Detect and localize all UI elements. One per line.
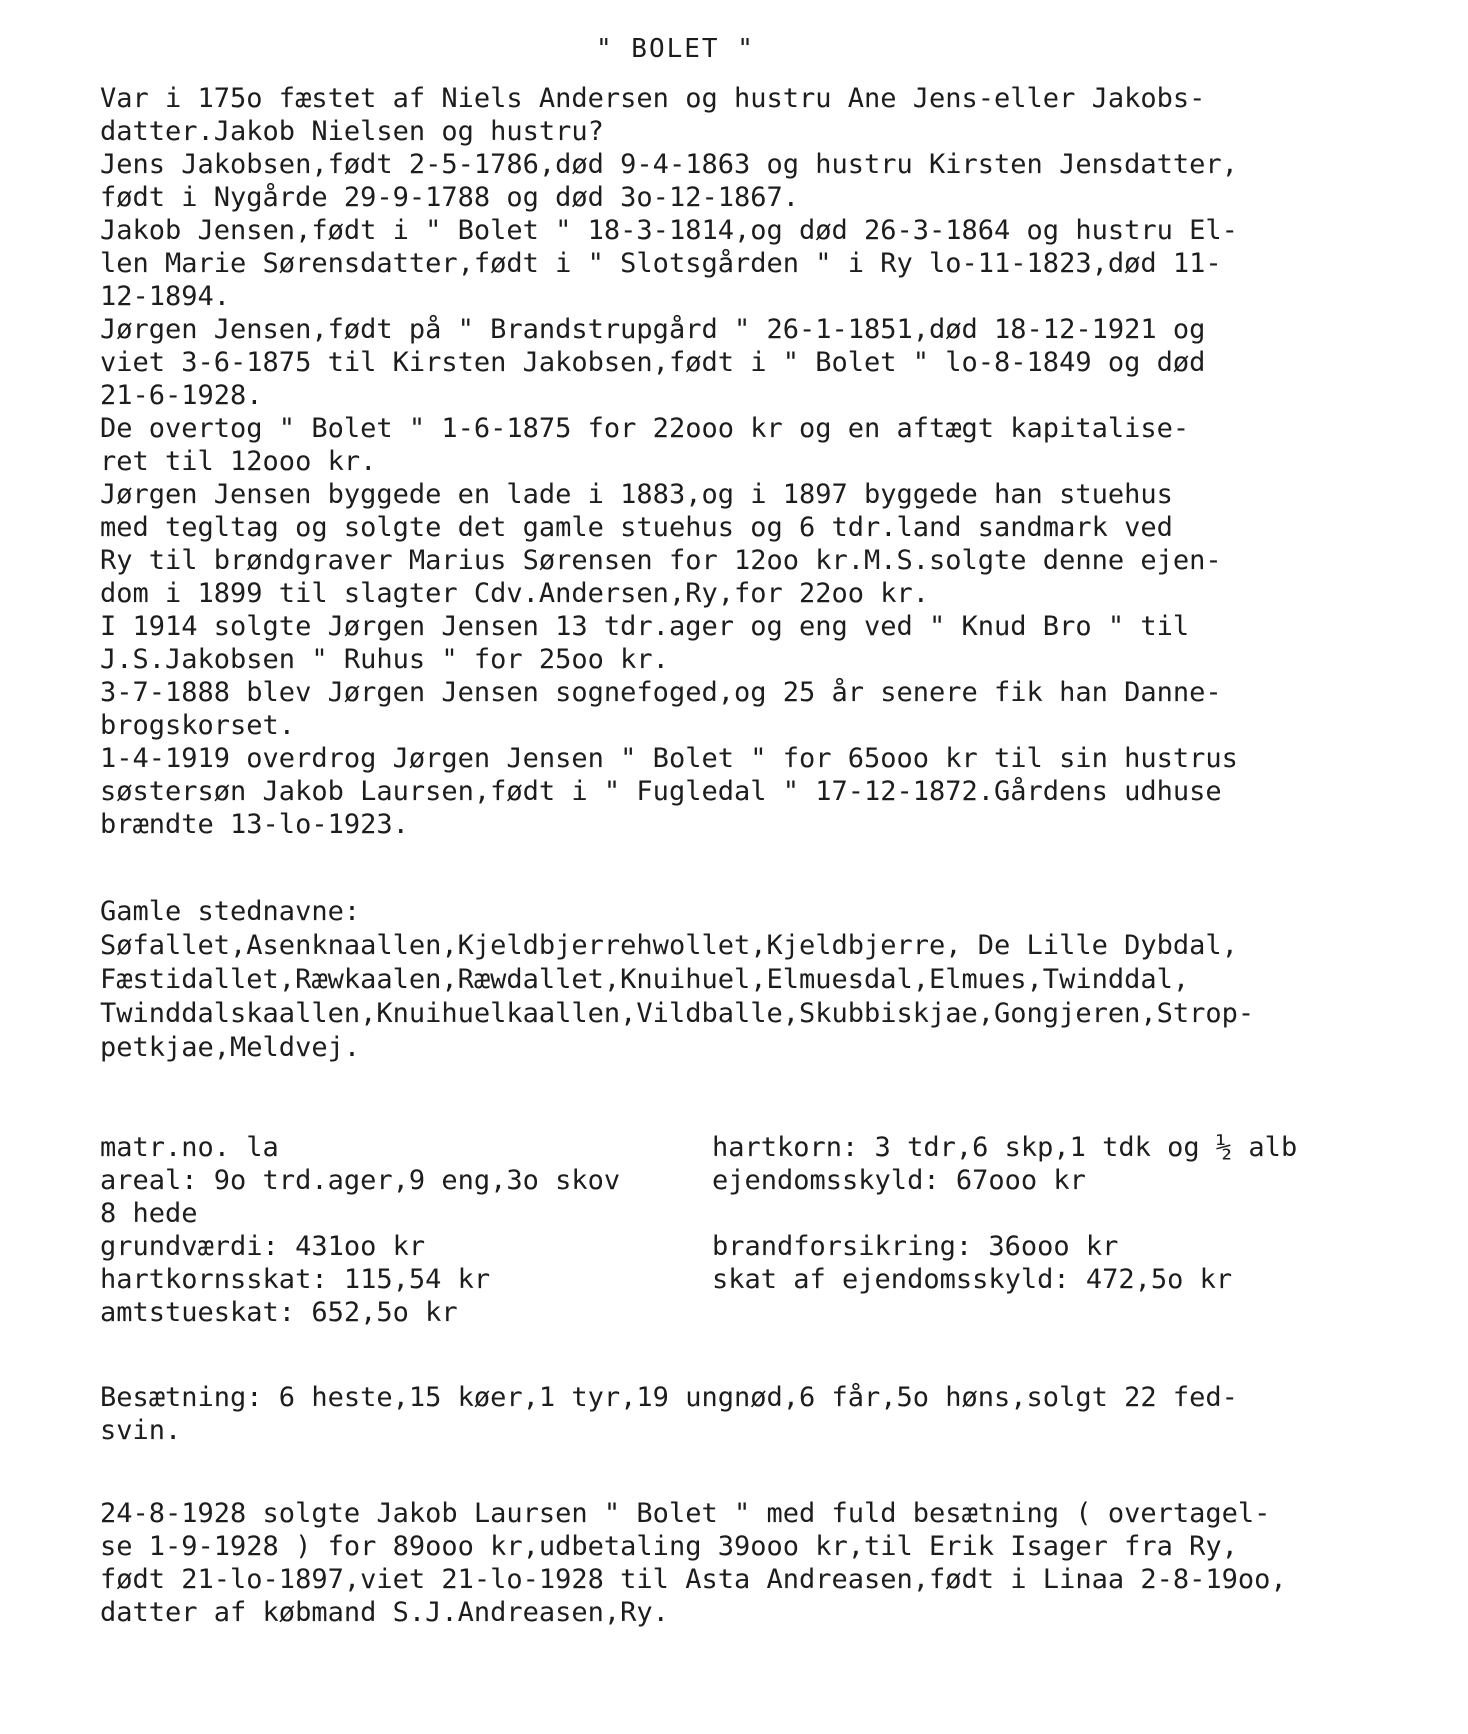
property-areal: areal: 9o trd.ager,9 eng,3o skov <box>100 1165 621 1196</box>
property-grundvaerdi: grundværdi: 431oo kr <box>100 1231 426 1262</box>
history-line: J.S.Jakobsen " Ruhus " for 25oo kr. <box>100 644 669 675</box>
sale-line: se 1-9-1928 ) for 89ooo kr,udbetaling 39ooo kr,til Erik Isager fra Ry, <box>100 1531 1238 1562</box>
history-line: 1-4-1919 overdrog Jørgen Jensen " Bolet " for 65ooo kr til sin hustrus <box>100 743 1238 774</box>
history-line: Jørgen Jensen byggede en lade i 1883,og i 1897 byggede han stuehus <box>100 479 1173 510</box>
property-brandforsikring: brandforsikring: 36ooo kr <box>712 1231 1119 1262</box>
livestock-line: svin. <box>100 1415 182 1446</box>
history-line: datter.Jakob Nielsen og hustru? <box>100 116 604 147</box>
property-skat-ejendomsskyld: skat af ejendomsskyld: 472,5o kr <box>712 1264 1233 1295</box>
history-line: 21-6-1928. <box>100 380 263 411</box>
document-title: " BOLET " <box>596 34 755 64</box>
sale-line: født 21-lo-1897,viet 21-lo-1928 til Asta Andreasen,født i Linaa 2-8-19oo, <box>100 1564 1287 1595</box>
property-amtstueskat: amtstueskat: 652,5o kr <box>100 1297 458 1328</box>
history-line: født i Nygårde 29-9-1788 og død 3o-12-1867. <box>100 182 799 213</box>
history-line: I 1914 solgte Jørgen Jensen 13 tdr.ager og eng ved " Knud Bro " til <box>100 611 1190 642</box>
history-line: Jakob Jensen,født i " Bolet " 18-3-1814,og død 26-3-1864 og hustru El- <box>100 215 1238 246</box>
sale-line: 24-8-1928 solgte Jakob Laursen " Bolet " med fuld besætning ( overtagel- <box>100 1498 1271 1529</box>
history-line: med tegltag og solgte det gamle stuehus og 6 tdr.land sandmark ved <box>100 512 1173 543</box>
history-line: søstersøn Jakob Laursen,født i " Fugledal " 17-12-1872.Gårdens udhuse <box>100 776 1222 807</box>
history-line: 3-7-1888 blev Jørgen Jensen sognefoged,og 25 år senere fik han Danne- <box>100 677 1222 708</box>
history-line: viet 3-6-1875 til Kirsten Jakobsen,født i " Bolet " lo-8-1849 og død <box>100 347 1206 378</box>
place-names-line: Twinddalskaallen,Knuihuelkaallen,Vildballe,Skubbiskjae,Gongjeren,Strop- <box>100 998 1255 1029</box>
history-line: ret til 12ooo kr. <box>100 446 377 477</box>
property-hartkorn: hartkorn: 3 tdr,6 skp,1 tdk og ½ alb <box>712 1132 1298 1163</box>
property-ejendomsskyld: ejendomsskyld: 67ooo kr <box>712 1165 1086 1196</box>
place-names-line: petkjae,Meldvej. <box>100 1032 361 1063</box>
history-line: 12-1894. <box>100 281 231 312</box>
history-line: dom i 1899 til slagter Cdv.Andersen,Ry,for 22oo kr. <box>100 578 930 609</box>
history-line: Jørgen Jensen,født på " Brandstrupgård " 26-1-1851,død 18-12-1921 og <box>100 314 1206 345</box>
history-line: len Marie Sørensdatter,født i " Slotsgården " i Ry lo-11-1823,død 11- <box>100 248 1222 279</box>
history-line: Jens Jakobsen,født 2-5-1786,død 9-4-1863 og hustru Kirsten Jensdatter, <box>100 149 1238 180</box>
history-line: Var i 175o fæstet af Niels Andersen og hustru Ane Jens-eller Jakobs- <box>100 83 1206 114</box>
history-line: brændte 13-lo-1923. <box>100 809 409 840</box>
history-line: brogskorset. <box>100 710 296 741</box>
property-matr-no: matr.no. la <box>100 1132 279 1163</box>
sale-line: datter af købmand S.J.Andreasen,Ry. <box>100 1597 669 1628</box>
property-hartkornsskat: hartkornsskat: 115,54 kr <box>100 1264 491 1295</box>
place-names-line: Søfallet,Asenknaallen,Kjeldbjerrehwollet,Kjeldbjerre, De Lille Dybdal, <box>100 930 1238 961</box>
history-line: Ry til brøndgraver Marius Sørensen for 12oo kr.M.S.solgte denne ejen- <box>100 545 1222 576</box>
property-areal-hede: 8 hede <box>100 1198 198 1229</box>
history-line: De overtog " Bolet " 1-6-1875 for 22ooo kr og en aftægt kapitalise- <box>100 413 1190 444</box>
livestock-line: Besætning: 6 heste,15 køer,1 tyr,19 ungnød,6 får,5o høns,solgt 22 fed- <box>100 1382 1238 1413</box>
place-names-heading: Gamle stednavne: <box>100 896 361 927</box>
place-names-line: Fæstidallet,Ræwkaalen,Ræwdallet,Knuihuel,Elmuesdal,Elmues,Twinddal, <box>100 964 1190 995</box>
